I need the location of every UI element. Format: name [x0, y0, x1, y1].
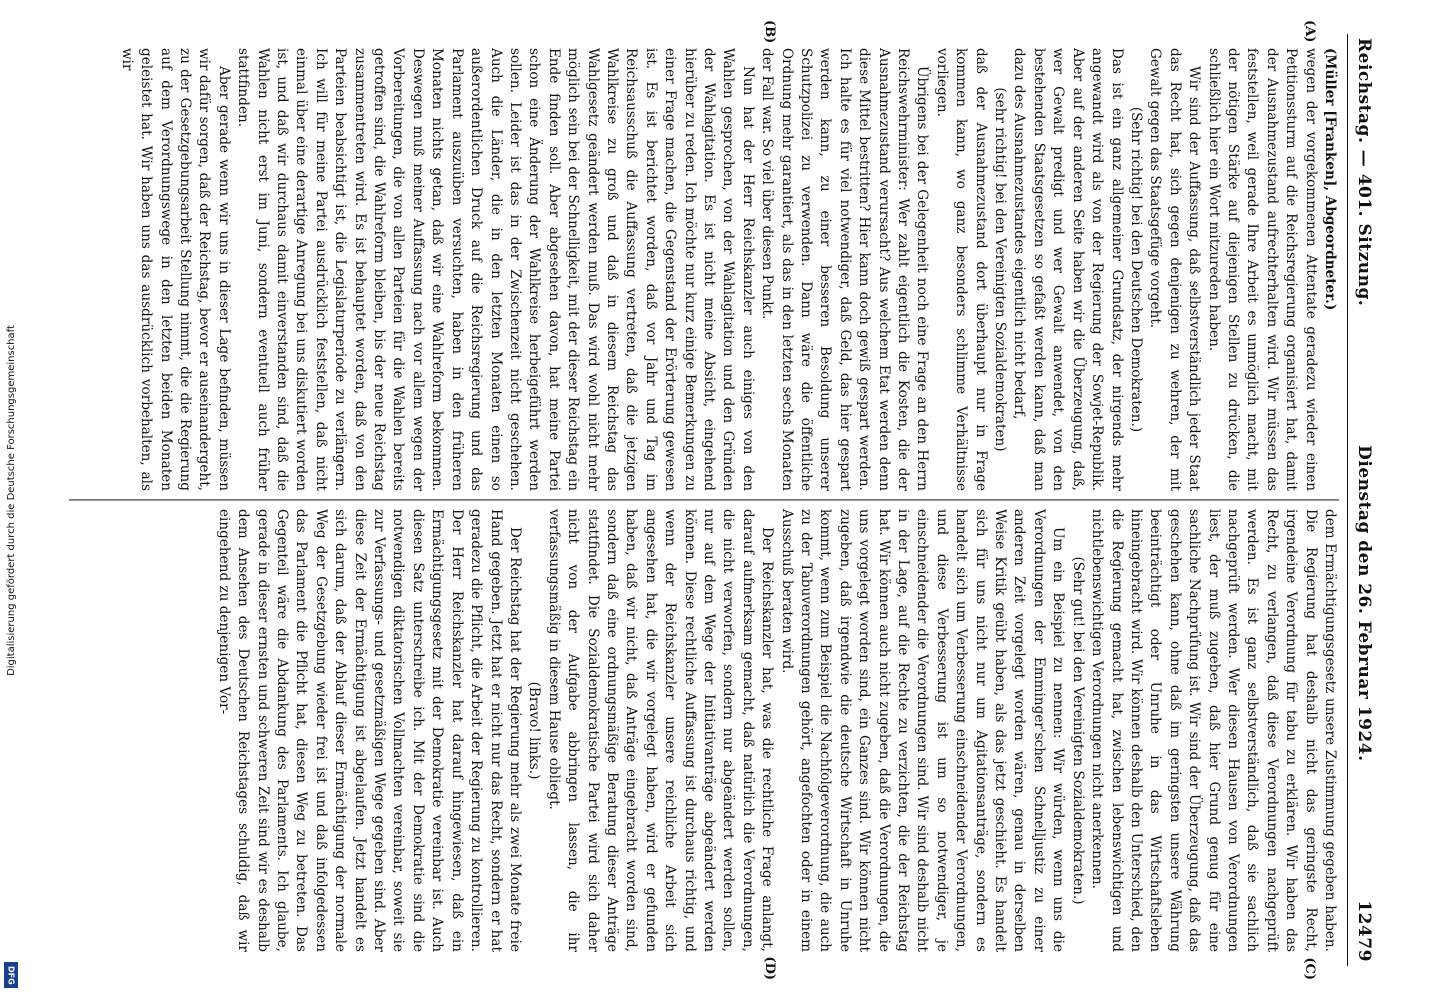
margin-marker-a: (A)	[1302, 20, 1317, 43]
right-paragraph: dem Ermächtigungsgesetz unsere Zustimmung gegeben haben. Die Regierung hat deshalb nicht das geringste Recht, irgendeine Verordnung für tabu zu erklären. Wir haben das Recht, zu verlangen, daß diese Verordnungen nachgeprüft werden. Es ist ganz selbstverständlich, daß sie sachlich nachgeprüft werden. Wer diesen Hausen von Verordnungen liest, der muß zugeben, daß hier Grund genug für eine sachliche Nachprüfung ist. Wir sind der Überzeugung, daß das geschehen kann, ohne daß im geringsten unsere Währung beeinträchtigt oder Unruhe in das Wirtschaftsleben hineingebracht wird. Wir können deshalb den Unterschied, den die Regierung gemacht hat, zwischen lebenswichtigen und nichtlebenswichtigen Verordnungen nicht anerkennen.	[1089, 509, 1338, 952]
text-columns	[69, 20, 1339, 980]
interjection: (sehr richtig! bei den Vereinigten Sozialdemokraten)	[992, 87, 1009, 452]
margin-marker-b: (B)	[762, 20, 777, 44]
left-paragraph: Übrigens bei der Gelegenheit noch eine Frage an den Herrn Reichswehrminister: Wer zahlt eigentlich die Kosten, die der Ausnahmezustand verursacht? Aus welchem Etat werden denn diese Mittel bestritten? Hier kann doch gewiß gespart werden. Ich halte es für viel notwendiger, daß Geld, das hier gespart werden kann, zu einer besseren Besoldung unserer Schutzpolizei zu verwenden. Dann wäre die öffentliche Ordnung mehr garantiert, als das in den letzten sechs Monaten der Fall war. So viel über diesen Punkt.	[759, 48, 931, 491]
page-number: 12479	[1354, 900, 1374, 962]
left-paragraph: wegen der vorgekommenen Attentate geradezu wieder einen Petitionssturm auf die Reichsregierung organisiert hat, damit der Ausnahmezustand aufrechterhalten wird. Wir müssen das feststellen, weil gerade Ihre Arbeit es unmöglich macht, mit der nötigen Stärke auf diejenigen Stellen zu drücken, die schließlich hier ein Wort mitzureden haben.	[1205, 48, 1319, 491]
header-left: Reichstag. — 401. Sitzung.	[1354, 38, 1374, 307]
margin-marker-c: (C)	[1302, 957, 1317, 980]
right-paragraph: Der Reichskanzler hat, was die rechtliche Frage anlangt, darauf aufmerksam gemacht, daß natürlich die Verordnungen, die nicht verworfen, sondern nur abgeändert werden sollen, nur auf dem Wege der Initiativanträge abgeändert werden können. Diese rechtliche Auffassung ist durchaus richtig, und wenn der Reichskanzler unsere reichliche Arbeit sich angesehen hat, die wir vorgelegt haben, wird er gefunden haben, daß wir nicht, daß Anträge eingebracht worden sind, sondern daß eine ordnungsmäßige Beratung dieser Anträge stattfindet. Die Sozialdemokratische Partei wird sich daher nicht von der Aufgabe abbringen lassen, die ihr verfassungsmäßig in diesem Hause obliegt.	[545, 509, 776, 952]
interjection: (Sehr gut! bei den Vereinigten Sozialdemokraten.)	[1069, 556, 1086, 905]
dfg-logo-icon: DFG	[4, 962, 18, 988]
document-page	[52, 20, 1382, 980]
right-column	[69, 509, 1339, 980]
header-date: Dienstag den 26. Februar 1924.	[1354, 445, 1374, 762]
left-paragraph: Das ist ein ganz allgemeiner Grundsatz, der nirgends mehr angewandt wird als von der Regierung der Sowjet-Republik. Aber auf der anderen Seite haben wir die Überzeugung, daß, wer Gewalt predigt und wer Gewalt anwendet, von den bestehenden Staatsgesetzen so gefaßt werden kann, daß man dazu des Ausnahmezustandes eigentlich nicht bedarf,	[1011, 48, 1125, 491]
left-paragraph: Aber gerade wenn wir uns in dieser Lage befinden, müssen wir dafür sorgen, daß der Reichstag, bevor er auseinandergeht, zu der Gesetzgebungsarbeit Stellung nimmt, die die Regierung auf dem Verordnungswege in den letzten beiden Monaten geleistet hat. Wir haben uns das ausdrücklich vorbehalten, als wir	[118, 48, 232, 491]
speaker-label: (Müller [Franken], Abgeordneter.)	[1322, 48, 1338, 311]
column-divider	[69, 499, 1339, 500]
left-paragraph: daß der Ausnahmezustand dort überhaupt nur in Frage kommen kann, wo ganz besonders schlimme Verhältnisse vorliegen.	[933, 48, 989, 491]
margin-marker-d: (D)	[762, 956, 777, 980]
left-paragraph: Wir sind der Auffassung, daß selbstverständlich jeder Staat das Recht hat, sich gegen denjenigen zu wehren, der mit Gewalt gegen das Staatsgefüge vorgeht.	[1147, 48, 1203, 491]
left-column	[69, 20, 1339, 491]
left-paragraph: Nun hat der Herr Reichskanzler auch einiges von den Wahlen gesprochen, von der Wahlagitation und den Gründen der Wahlagitation. Es ist nicht meine Absicht, eingehend hierüber zu reden. Ich möchte nur kurz einige Bemerkungen zu einer Frage machen, die Gegenstand der Erörterung gewesen ist. Es ist berichtet worden, daß vor Jahr und Tag im Reichsausschuß die Auffassung vertreten, daß die jetzigen Wahlkreise zu groß und daß in diesem Reichstag das Wahlgesetz geändert werden muß. Das wird wohl nicht mehr möglich sein bei der Schnelligkeit, mit der dieser Reichstag ein Ende finden soll. Aber abgesehen davon, hat meine Partei schon eine Änderung der Wahlkreise herbeigeführt werden sollen. Leider ist das in der Zwischenzeit nicht geschehen. Auch die Länder, die in den letzten Monaten einen so außerordentlichen Druck auf die Reichsregierung und das Parlament auszuüben versuchten, haben in den früheren Monaten nichts getan, daß wir eine Wahlreform bekommen. Deswegen muß meiner Auffassung nach vor allem wegen der Vorbereitungen, die von allen Parteien für die Wahlen bereits getroffen sind, die Wahlreform bleiben, bis der neue Reichstag zusammentreten wird. Es ist behauptet worden, daß von den Parteien beabsichtigt ist, die Legislaturperiode zu verlängern. Ich will für meine Partei ausdrücklich feststellen, daß nicht einmal über eine derartige Anregung bei uns diskutiert worden ist, und daß wir durchaus damit einverstanden sind, daß die Wahlen nicht erst im Juni, sondern eventuell auch früher stattfinden.	[235, 48, 756, 491]
interjection: (Bravo! links.)	[526, 681, 543, 780]
interjection: (Sehr richtig! bei den Deutschen Demokraten.)	[1127, 106, 1144, 433]
right-paragraph: Um ein Beispiel zu nennen: Wir würden, wenn uns die Verordnungen der Emminger'schen Schnelljustiz zu einer anderen Zeit vorgelegt worden wären, genau in derselben Weise Kritik geübt haben, als das jetzt geschieht. Es handelt sich für uns nicht nur um Agitationsanträge, sondern es handelt sich um Verbesserung einschneidender Verordnungen, und diese Verbesserung ist um so notwendiger, je einschneidender die Verordnungen sind. Wir sind deshalb nicht in der Lage, auf die Rechte zu verzichten, die der Reichstag hat. Wir können auch nicht zugeben, daß die Verordnungen, die uns vorgelegt worden sind, ein Ganzes sind. Wir können nicht zugeben, daß irgendwie die deutsche Wirtschaft in Unruhe kommt, wenn zum Beispiel die Nachfolgeverordnung, die auch zu der Tabuverordnungen gehört, angefochten oder in einem Ausschuß beraten wird.	[778, 509, 1067, 952]
page-header	[1347, 34, 1374, 966]
right-paragraph: Der Reichstag hat der Regierung mehr als zwei Monate freie Hand gegeben. Jetzt hat er nicht nur das Recht, sondern er hat geradezu die Pflicht, die Arbeit der Regierung zu kontrollieren. Der Herr Reichskanzler hat darauf hingewiesen, daß ein Ermächtigungsgesetz mit der Demokratie vereinbar ist. Auch diesen Satz unterschreibe ich. Mit der Demokratie sind die notwendigen diktatorischen Vollmachten vereinbar, soweit sie zur Verfassungs- und gesetzmäßigen Wege gegeben sind. Aber diese Zeit der Ermächtigung ist abgelaufen. Jetzt handelt es sich darum, daß der Ablauf dieser Ermächtigung der normale Weg der Gesetzgebung wieder frei ist und daß infolgedessen das Parlament die Pflicht hat, diesen Weg zu betreten. Das Gegenteil wäre die Abdankung des Parlaments. Ich glaube, gerade in dieser ernsten und schweren Zeit sind wir es deshalb dem Ansehen des Deutschen Reichstages schuldig, daß wir eingehend zu denjenigen Vor-	[215, 509, 523, 952]
dfg-credit-text: Digitalisierung gefördert durch die Deutsche Forschungsgemeinschaft	[5, 324, 17, 676]
sidebar-credit	[0, 0, 22, 1000]
